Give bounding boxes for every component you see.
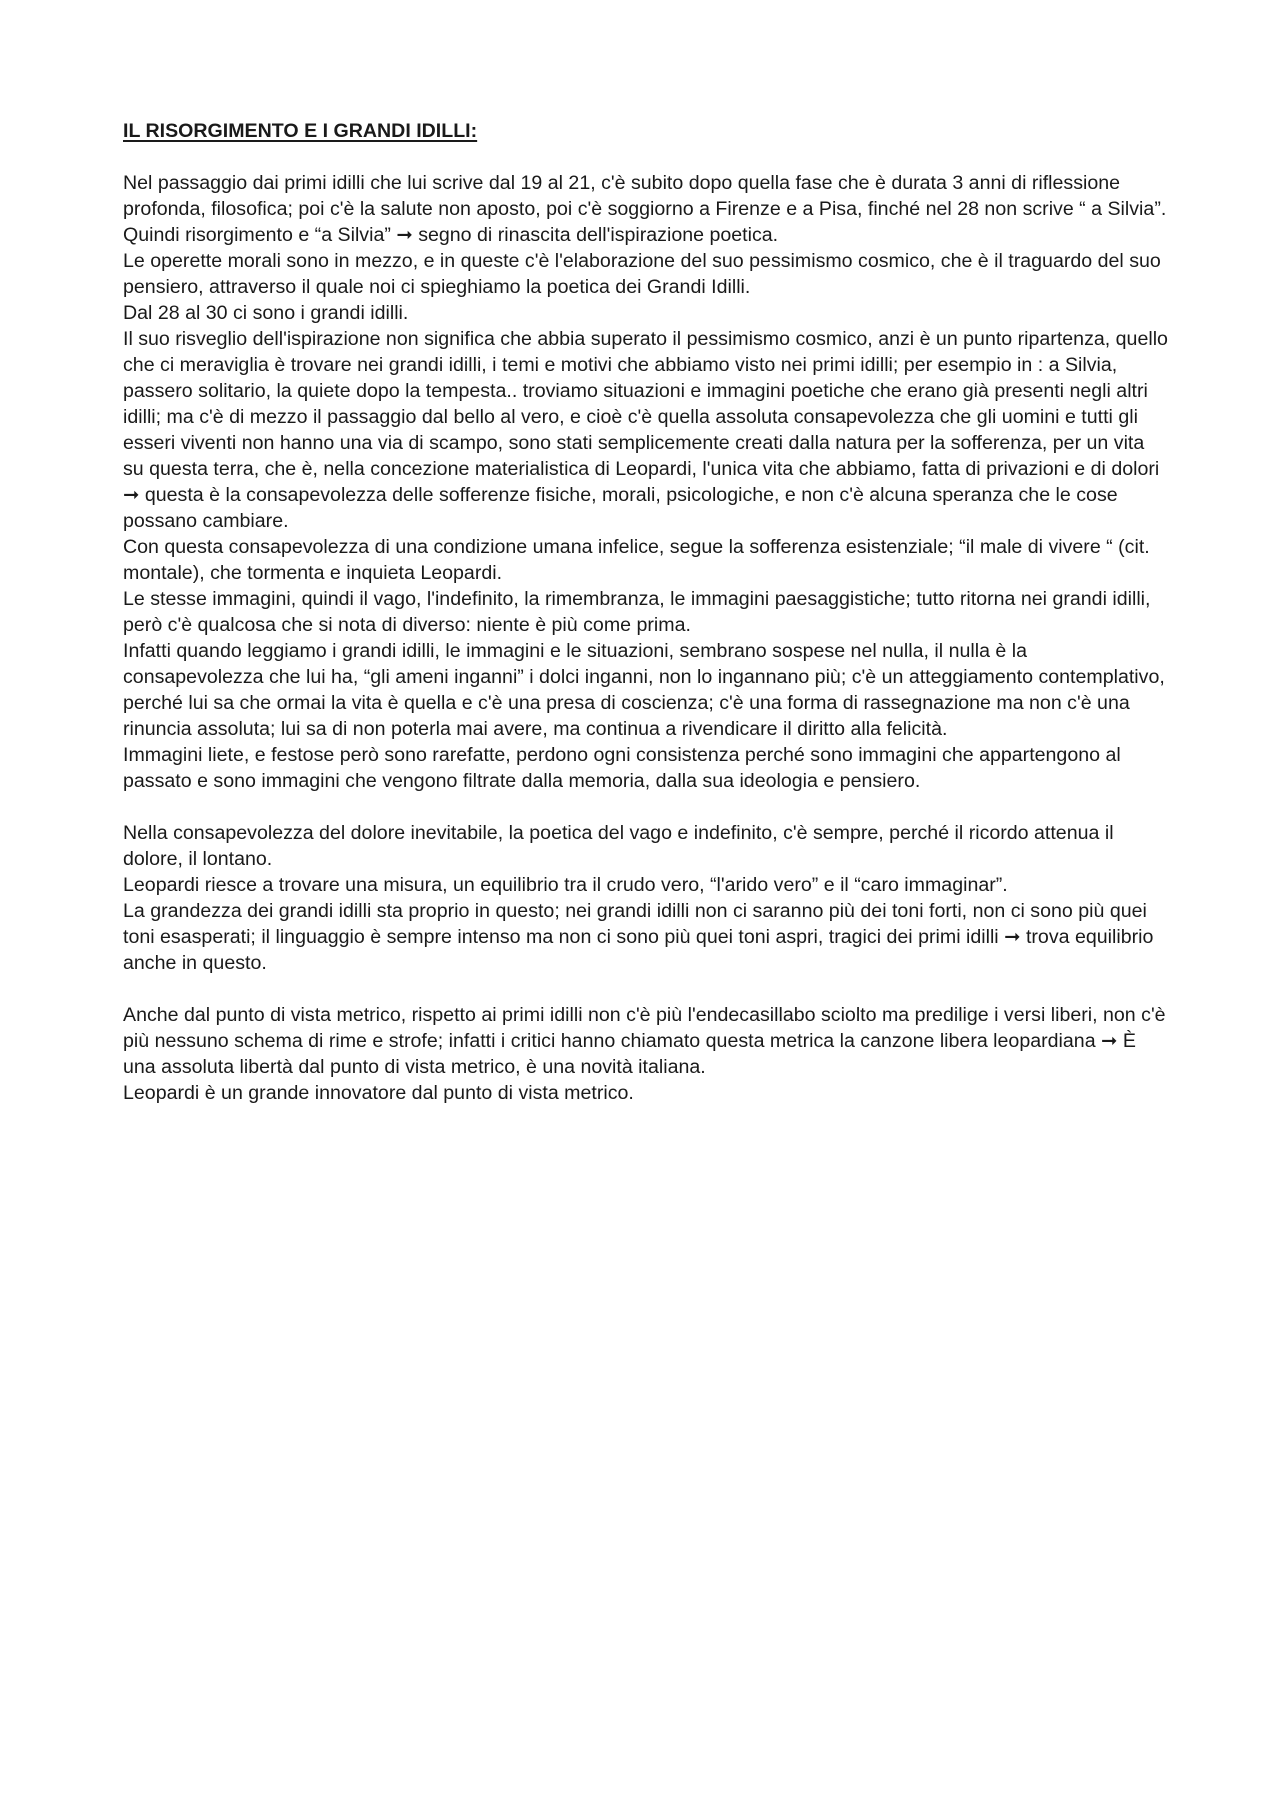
paragraph: Le operette morali sono in mezzo, e in queste c'è l'elaborazione del suo pessimismo cosmico, che è il traguardo del suo pensiero, attraverso il quale noi ci spieghiamo la poetica dei Grandi Idilli.	[123, 250, 1161, 298]
paragraph: La grandezza dei grandi idilli sta proprio in questo; nei grandi idilli non ci saranno più dei toni forti, non ci sono più quei toni esasperati; il linguaggio è sempre intenso ma non ci sono più quei toni aspri, tragici dei primi idilli ➞ trova equilibrio anche in questo.	[123, 900, 1154, 974]
document-body	[123, 118, 1168, 1106]
section-3	[123, 1002, 1168, 1106]
paragraph-gap	[123, 976, 1168, 1002]
paragraph: Infatti quando leggiamo i grandi idilli, le immagini e le situazioni, sembrano sospese nel nulla, il nulla è la consapevolezza che lui ha, “gli ameni inganni” i dolci inganni, non lo ingannano più; c'è un atteggiamento contemplativo, perché lui sa che ormai la vita è quella e c'è una presa di coscienza; c'è una forma di rassegnazione ma non c'è una rinuncia assoluta; lui sa di non poterla mai avere, ma continua a rivendicare il diritto alla felicità.	[123, 640, 1165, 740]
section-2	[123, 820, 1168, 976]
section-1	[123, 170, 1168, 794]
paragraph: Leopardi è un grande innovatore dal punto di vista metrico.	[123, 1082, 634, 1104]
paragraph-gap	[123, 794, 1168, 820]
paragraph: Con questa consapevolezza di una condizione umana infelice, segue la sofferenza esistenziale; “il male di vivere “ (cit. montale), che tormenta e inquieta Leopardi.	[123, 536, 1150, 584]
paragraph: Immagini liete, e festose però sono rarefatte, perdono ogni consistenza perché sono immagini che appartengono al passato e sono immagini che vengono filtrate dalla memoria, dalla sua ideologia e pensiero.	[123, 744, 1121, 792]
paragraph: Le stesse immagini, quindi il vago, l'indefinito, la rimembranza, le immagini paesaggistiche; tutto ritorna nei grandi idilli, però c'è qualcosa che si nota di diverso: niente è più come prima.	[123, 588, 1151, 636]
paragraph: Quindi risorgimento e “a Silvia” ➞ segno di rinascita dell'ispirazione poetica.	[123, 224, 779, 246]
paragraph: Dal 28 al 30 ci sono i grandi idilli.	[123, 302, 409, 324]
paragraph: Anche dal punto di vista metrico, rispetto ai primi idilli non c'è più l'endecasillabo sciolto ma predilige i versi liberi, non c'è più nessuno schema di rime e strofe; infatti i critici hanno chiamato questa metrica la canzone libera leopardiana ➞ È una assoluta libertà dal punto di vista metrico, è una novità italiana.	[123, 1004, 1166, 1078]
document-title: IL RISORGIMENTO E I GRANDI IDILLI:	[123, 120, 478, 142]
paragraph: Il suo risveglio dell'ispirazione non significa che abbia superato il pessimismo cosmico, anzi è un punto ripartenza, quello che ci meraviglia è trovare nei grandi idilli, i temi e motivi che abbiamo visto nei primi idilli; per esempio in : a Silvia, passero solitario, la quiete dopo la tempesta.. troviamo situazioni e immagini poetiche che erano già presenti negli altri idilli; ma c'è di mezzo il passaggio dal bello al vero, e cioè c'è quella assoluta consapevolezza che gli uomini e tutti gli esseri viventi non hanno una via di scampo, sono stati semplicemente creati dalla natura per la sofferenza, per un vita su questa terra, che è, nella concezione materialistica di Leopardi, l'unica vita che abbiamo, fatta di privazioni e di dolori ➞ questa è la consapevolezza delle sofferenze fisiche, morali, psicologiche, e non c'è alcuna speranza che le cose possano cambiare.	[123, 328, 1168, 532]
paragraph: Nella consapevolezza del dolore inevitabile, la poetica del vago e indefinito, c'è sempre, perché il ricordo attenua il dolore, il lontano.	[123, 822, 1114, 870]
paragraph: Nel passaggio dai primi idilli che lui scrive dal 19 al 21, c'è subito dopo quella fase che è durata 3 anni di riflessione profonda, filosofica; poi c'è la salute non aposto, poi c'è soggiorno a Firenze e a Pisa, finché nel 28 non scrive “ a Silvia”.	[123, 172, 1167, 220]
paragraph: Leopardi riesce a trovare una misura, un equilibrio tra il crudo vero, “l'arido vero” e il “caro immaginar”.	[123, 874, 1008, 896]
